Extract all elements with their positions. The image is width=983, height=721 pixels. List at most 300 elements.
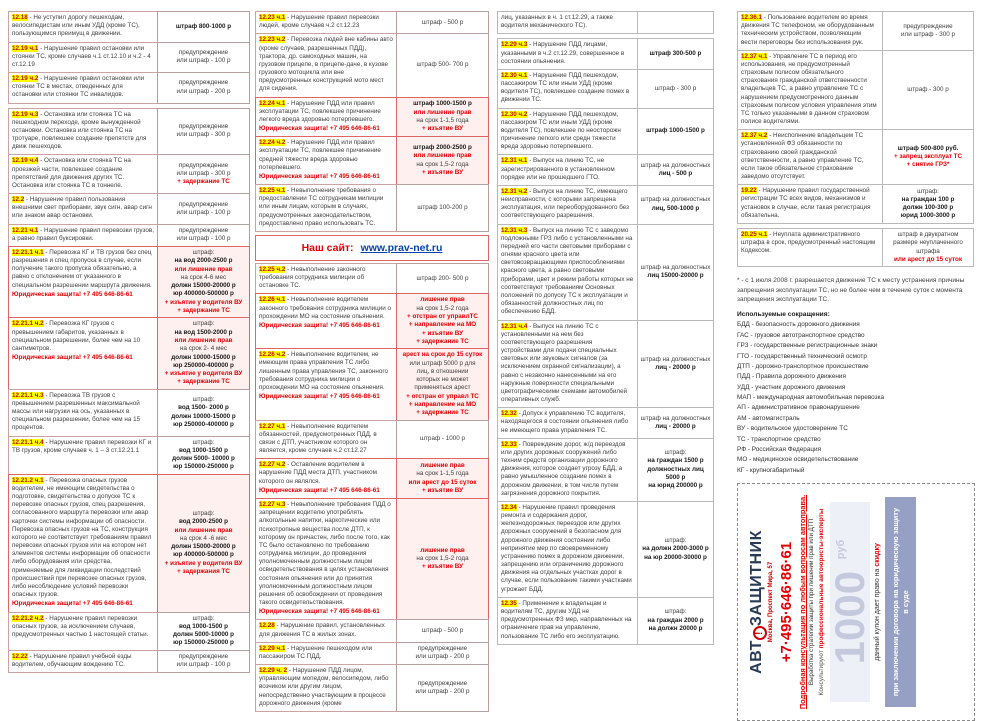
abbreviation-item: ГАС - грузовое автотранспортное средство	[737, 331, 865, 339]
penalty-line: лишение прав	[420, 462, 465, 470]
violation-row	[497, 597, 714, 645]
violation-desc	[8, 72, 158, 104]
violation-text: - Нарушение ПДД или правил эксплуатации ТС, повлекшее причинение средней тяжести вреда здоровью потерпевшего.	[259, 139, 381, 171]
consult-accent: профессиональные автоюристы-эксперты	[818, 508, 825, 649]
penalty-cell	[157, 224, 250, 247]
violation-row	[255, 642, 489, 665]
article-id: 12.21.2 ч.1	[12, 476, 44, 484]
legal-help-phone[interactable]: Юридическая защита! +7 495 646-86-61	[12, 354, 133, 362]
penalty-line: лишение прав	[420, 296, 465, 304]
penalty-line: применяться арест	[414, 384, 471, 392]
penalty-line: на срок 1,5-2 года	[416, 555, 469, 563]
legal-help-phone[interactable]: Юридическая защита! +7 495 646-86-61	[12, 600, 133, 608]
violation-desc	[8, 246, 158, 318]
ad-rotated-content	[746, 488, 966, 716]
violation-row	[497, 108, 714, 156]
legal-help-phone[interactable]: Юридическая защита! +7 495 646-86-61	[259, 321, 380, 329]
violation-desc	[8, 193, 158, 225]
penalty-line: штраф на должностных	[640, 263, 711, 271]
penalty-line: + задержание ТС	[416, 337, 469, 345]
abbreviation-item: АМ - автомагистраль	[737, 414, 800, 422]
advertiser-phone[interactable]: +7·495·646·86·61	[778, 541, 795, 663]
penalty-cell	[637, 11, 714, 34]
legal-help-phone[interactable]: Юридическая защита! +7 495 646-86-61	[259, 125, 380, 133]
penalty-line: или штраф - 300 р	[901, 30, 955, 38]
penalty-line: или штраф - 200 р	[176, 87, 231, 95]
penalty-cell	[882, 11, 974, 51]
violation-text: - Невыполнение требования о предоставлении ТС сотрудникам милиции или иным лицам, которым в случаях, предусмотренных законодательством, предоставлено право использовать ТС.	[259, 187, 384, 227]
violation-text: - Перевозка КГ грузов с превышением габаритов, указанных в специальном разрешении, более чем на 10 сантиметров.	[12, 320, 141, 352]
violation-text: - Нарушение правил перевозки КГ и ТВ грузов, кроме случаев ч. 1 – 3 ст.12.21.1	[12, 438, 152, 454]
penalty-cell	[396, 293, 489, 349]
violation-desc	[737, 228, 883, 267]
penalty-cell	[396, 420, 489, 460]
penalty-line: вод 1500- 2000 р	[178, 404, 229, 412]
violations-column-2	[255, 12, 489, 712]
penalty-line: штраф 200- 500 р	[416, 274, 469, 282]
article-id: 12.34	[501, 503, 517, 511]
penalty-line: лиц - 20000 р	[655, 422, 696, 430]
violation-row	[255, 184, 489, 232]
penalty-line: штраф:	[192, 396, 215, 404]
article-id: 12.36.1	[741, 14, 763, 21]
penalty-line: штраф на должностных	[640, 355, 711, 363]
penalty-line: на граждан 2000 р	[647, 616, 704, 624]
violation-text: - Невыполнение водителем законного требования сотрудника милиции о прохождении МО на состояние опьянения.	[259, 296, 392, 320]
article-id: 12.26 ч.2	[259, 351, 286, 359]
penalty-line: штраф - 300 р	[654, 84, 697, 92]
penalty-line: на граждан 1500 р	[647, 457, 704, 465]
penalty-cell	[157, 108, 250, 156]
violation-text: - Невыполнение водителем обязанностей, предусмотренных ПДД, в связи с ДТП, участником которого он является, кроме случаев ч.2 ст.12.27	[259, 422, 377, 455]
penalty-line: предупреждение	[417, 679, 468, 687]
violation-row	[737, 129, 975, 185]
violation-row	[497, 154, 714, 186]
article-id: 12.31 ч.2	[501, 187, 528, 195]
violation-desc	[497, 11, 638, 34]
article-id: 12.21.1 ч.3	[12, 391, 44, 399]
penalty-line: юр 250000-400000 р	[173, 361, 234, 369]
penalty-line: на срок 4 -6 мес	[180, 534, 227, 542]
abbreviation-item: МАП - международная автомобильная перевозка	[737, 394, 885, 402]
penalty-line: + направление на МО	[408, 321, 477, 329]
abbreviation-item: ТС - транспортное средство	[737, 435, 821, 443]
penalty-line: + задержание ТС	[177, 378, 230, 386]
violation-desc	[8, 11, 158, 43]
penalty-cell	[882, 50, 974, 131]
violation-text: - Перевозка ТВ грузов с превышением разрешенных максимальной массы или нагрузки на ось, указанных в специальном разрешении, более чем на 15 процентов.	[12, 391, 141, 432]
abbreviation-item: КГ - крупногабаритный	[737, 466, 805, 474]
penalty-line: + отстран от управлТС	[407, 313, 478, 321]
article-id: 12.21 ч.1	[12, 226, 39, 234]
site-banner	[255, 235, 489, 261]
penalty-cell	[157, 42, 250, 74]
violation-desc	[8, 42, 158, 74]
advertiser-logo	[748, 488, 767, 716]
violation-desc	[497, 69, 638, 109]
violation-desc	[255, 184, 397, 232]
penalty-line: или штраф - 200 р	[415, 653, 470, 661]
violation-desc	[8, 154, 158, 194]
site-banner-label: Наш сайт:	[301, 241, 354, 254]
penalty-line: штраф 800-1000 р	[175, 22, 232, 30]
penalty-cell	[157, 193, 250, 225]
penalty-line: + изъятие ВУ	[422, 563, 463, 571]
logo-text-suffix: ЗАЩИТНИК	[748, 530, 765, 627]
violation-desc	[737, 50, 883, 131]
violation-text: - Выпуск на линию ТС, имеющего неисправности, с которыми запрещена эксплуатация, или переоборудованного без соответствующего разрешения.	[501, 187, 630, 220]
penalty-line: которых не может	[416, 376, 469, 384]
violation-text: - Допуск к управлению ТС водителя, находящегося в состоянии опьянения либо не имеющего права управления ТС.	[501, 410, 629, 434]
penalty-line: штраф на должностных	[640, 161, 711, 169]
penalty-cell	[157, 436, 250, 475]
penalty-line: или арест до 15 суток	[893, 255, 963, 263]
article-id: 12.31 ч.4	[501, 322, 528, 330]
penalty-line: должн 10000-15000 р	[171, 412, 236, 420]
article-id: 12.32	[501, 410, 517, 418]
violation-text: - Пользование водителем во время движения ТС телефоном, не оборудованным техническим устройством, позволяющим вести переговоры без использования рук.	[741, 14, 874, 46]
penalty-line: или штраф - 300 р	[176, 131, 231, 139]
violation-row	[255, 11, 489, 34]
penalty-line: штраф:	[192, 320, 215, 328]
penalty-line: штраф 300-500 р	[649, 49, 702, 57]
violation-desc	[255, 498, 397, 620]
penalty-cell	[157, 72, 250, 104]
violation-row	[8, 193, 250, 225]
penalty-cell	[637, 69, 714, 109]
abbreviation-item: БДД - безопасность дорожного движения	[737, 321, 860, 329]
violation-text: - Остановка или стоянка ТС на пешеходном переходе, кроме вынужденной остановки. Остановка или стоянка ТС на тротуаре, повлекшее создание препятств для движ пешеходов.	[12, 110, 147, 151]
penalty-line: юр 150000-250000 р	[173, 463, 234, 471]
article-id: 12.26 ч.1	[259, 296, 286, 304]
penalty-line: или штраф 5000 р для	[409, 359, 476, 367]
penalty-cell	[396, 184, 489, 232]
penalty-line: должностных лиц 5000 р	[647, 465, 704, 481]
violation-desc	[497, 320, 638, 409]
penalty-cell	[396, 11, 489, 34]
violation-row	[255, 664, 489, 712]
penalty-line: штраф:	[192, 509, 215, 517]
violation-row	[8, 474, 250, 613]
penalty-line: штраф в двукратном	[897, 230, 959, 238]
penalty-line: + задержание ТС	[416, 409, 469, 417]
penalty-line: предупреждение	[178, 226, 229, 234]
penalty-line: штраф - 300 р	[907, 85, 949, 93]
ad-subheading: Выработка стратегии защиты при лишении прав или ДТП	[808, 518, 815, 686]
right-region	[737, 12, 975, 721]
penalty-line: предупреждение	[903, 22, 953, 30]
penalty-line: штраф на должностных	[640, 196, 711, 204]
penalty-line: юр 400000-500000 р	[173, 290, 234, 298]
penalty-line: предупреждение	[178, 161, 229, 169]
penalty-line: на вод 2000-2500 р	[174, 257, 233, 265]
violations-column-1	[8, 12, 250, 673]
penalty-line: на граждан 100 р	[901, 195, 955, 203]
penalty-cell	[157, 650, 250, 673]
ad-heading: Подробная консультация по любым вопросам автоправа.	[798, 494, 807, 710]
penalty-line: штраф 1000-1500 р	[646, 127, 705, 135]
violation-text: - Невыполнение водителем, не имеющим права управления ТС либо лишенным права управления ТС, законного требования сотрудника милиции о прохождении МО на состояние опьянения.	[259, 351, 389, 391]
violation-row	[737, 228, 975, 267]
violation-text: - Выпуск на линию ТС с установленными на нем без соответствующего разрешения устройствами для подачи специальных световых или звуковых сигналов (за исключением охранной сигнализации), а равно с незаконно нанесенными на его наружные поверхности специальными цветографическими схемами автомобилей оперативных служб.	[501, 322, 628, 404]
penalty-line: вод 2000-2500 р	[178, 518, 228, 526]
coupon-terms	[874, 488, 881, 716]
violation-text: - Нарушение пешеходом или пассажиром ТС ПДД.	[259, 644, 373, 660]
penalty-cell	[637, 438, 714, 502]
penalty-line: или штраф - 100 р	[176, 235, 231, 243]
article-id: 12.31 ч.1	[501, 157, 528, 165]
penalty-line: + задержания ТС	[177, 568, 230, 576]
penalty-cell	[637, 407, 714, 439]
coupon-prefix: данный купон дает право на	[873, 566, 881, 661]
penalty-line: + задержание ТС	[177, 178, 230, 186]
penalty-cell	[637, 185, 714, 225]
violation-desc	[8, 612, 158, 651]
penalty-cell	[396, 33, 489, 97]
article-id: 12.29 ч.1	[259, 644, 286, 652]
article-id: 12.33	[501, 440, 517, 448]
penalty-line: или штраф - 100 р	[176, 661, 231, 669]
penalty-cell	[637, 154, 714, 186]
penalty-line: штраф:	[192, 438, 215, 446]
violation-desc	[497, 438, 638, 502]
violation-row	[8, 246, 250, 318]
penalty-line: на вод 1500-2000 р	[174, 328, 233, 336]
article-id: 12.23 ч.2	[259, 36, 286, 44]
penalty-line: штраф - 500 р	[421, 626, 464, 634]
violation-desc	[737, 184, 883, 224]
violation-desc	[497, 224, 638, 321]
penalty-line: должн 15000-20000 р	[171, 282, 236, 290]
coupon-accent: скидку	[873, 543, 881, 567]
violation-row	[255, 293, 489, 349]
article-id: 12.21.1 ч.2	[12, 320, 44, 328]
violation-text: - Перевозка людей вне кабины авто (кроме случаев, разрешенных ПДД), трактора, др. самоходных машин, на грузовом прицепе, в прицепе-даче, в кузове грузового мотоцикла или вне предусмотренных конструкцией мото мест для сидения.	[259, 36, 393, 93]
violation-text: - Не уступил дорогу пешеходам, велосипедистам или иным УДД (кроме ТС), пользующимся преимущ в движении.	[12, 14, 140, 38]
abbreviation-item: РФ - Российская Федерация	[737, 445, 822, 453]
violation-row	[737, 11, 975, 51]
violation-desc	[8, 474, 158, 613]
violation-row	[255, 348, 489, 420]
penalty-line: на юр 20000-30000 р	[644, 553, 707, 561]
violation-text: - Неуплата административного штрафа в срок, предусмотренный настоящим Кодексом.	[741, 230, 876, 255]
abbreviation-item: ГРЗ - государственные регистрационные знаки	[737, 342, 878, 350]
penalty-line: вод 1000-1500 р	[178, 446, 228, 454]
penalty-cell	[882, 228, 974, 267]
violation-text: - Неисполнение владельцем ТС установленной ФЗ обязанности по страхованию своей гражданской ответственности, а равно управление ТС, если такое обязательное страхование заведомо отсутствует.	[741, 132, 864, 181]
violation-row	[8, 612, 250, 651]
penalty-line: штраф:	[192, 614, 215, 622]
penalty-cell	[157, 474, 250, 613]
penalty-line: или штраф - 200 р	[415, 688, 470, 696]
abbreviation-item: УДД - участник дорожного движения	[737, 383, 846, 391]
penalty-cell	[637, 597, 714, 645]
violation-row	[255, 136, 489, 185]
violation-desc	[255, 348, 397, 420]
logo-text-prefix: АВТ	[748, 640, 765, 674]
penalty-line: штраф 1000-1500 р	[413, 100, 472, 108]
violation-text: - Нарушение ПДД пешеходом, пассажиром ТС или иным УДД (кроме водителя ТС), повлекшее по неосторожн причинение легкого или средн тяжести вреда здоровью потерпевшего.	[501, 110, 621, 151]
violation-text: - Нарушение правил перевозки людей, кроме случаев ч.2 ст.12.23	[259, 14, 379, 30]
violation-desc	[737, 129, 883, 185]
penalty-line: или арест до 15 суток	[408, 478, 477, 486]
article-id: 12.37 ч.2	[741, 132, 768, 140]
penalty-line: размере неуплаченного	[893, 239, 963, 247]
violation-row	[497, 69, 714, 109]
penalty-line: + изъятие ВУ	[422, 486, 463, 494]
penalty-line: должн 5000- 10000 р	[172, 455, 235, 463]
penalty-line: предупреждение	[178, 200, 229, 208]
violation-desc	[497, 185, 638, 225]
violation-row	[737, 50, 975, 131]
violation-text: лиц, указанных в ч. 1 ст.12.29, а также водителя механического ТС).	[501, 14, 614, 30]
article-id: 12.2	[12, 196, 25, 204]
penalty-line: лиц 15000-20000 р	[647, 272, 704, 280]
penalty-line: + изъятие у водителя ВУ	[164, 370, 243, 378]
penalty-line: штраф 500- 700 р	[416, 61, 469, 69]
penalty-line: + изъятие ВУ	[422, 329, 463, 337]
article-id: 12.29 ч. 2	[259, 667, 288, 675]
violation-row	[8, 11, 250, 43]
ad-consult-line	[818, 488, 825, 716]
violation-row	[8, 224, 250, 247]
penalty-cell	[157, 612, 250, 651]
article-id: 12.24 ч.1	[259, 99, 286, 107]
violation-row	[8, 436, 250, 475]
article-id: 12.25 ч.1	[259, 187, 286, 195]
violation-desc	[497, 108, 638, 156]
violation-row	[255, 97, 489, 138]
article-id: 12.29 ч.3	[501, 41, 528, 49]
penalty-cell	[882, 129, 974, 185]
violation-desc	[497, 407, 638, 439]
article-id: 20.25 ч.1	[741, 230, 768, 238]
penalty-line: арест на срок до 15 суток	[402, 351, 483, 359]
violation-row	[737, 184, 975, 224]
violation-text: - Применение к владельцам и водителям ТС, другим УДД не предусмотренных ФЗ мер, направленных на ограничение прав на управление, пользование ТС либо его эксплуатацию.	[501, 599, 632, 640]
penalty-cell	[157, 317, 250, 389]
site-link[interactable]: www.prav-net.ru	[360, 241, 443, 254]
violation-row	[497, 320, 714, 409]
penalty-cell	[882, 184, 974, 224]
violation-desc	[497, 38, 638, 70]
penalty-line: или лишение прав	[174, 526, 233, 534]
violation-row	[255, 420, 489, 460]
violation-row	[8, 72, 250, 104]
legal-help-phone[interactable]: Юридическая защита! +7 495 646-86-61	[259, 608, 380, 616]
penalty-line: на срок 1,5-2 года	[416, 160, 469, 168]
penalty-line: лиц, в отношении	[416, 367, 469, 375]
penalty-cell	[396, 642, 489, 665]
violation-text: - Нарушение правил перевозки опасных грузов, за исключением случаев, предусмотренных частью 1 настоящей статьи.	[12, 614, 149, 638]
penalty-line: юр 150000-250000 р	[173, 639, 234, 647]
violation-text: - Нарушение правил перевозки грузов, а равно правил буксировки.	[12, 226, 154, 242]
violation-text: - Нарушение правил, установленных для движения ТС в жилых зонах.	[259, 622, 385, 638]
abbreviation-item: МО - медицинское освидетельствование	[737, 456, 859, 464]
violation-desc	[497, 501, 638, 598]
violation-row	[497, 501, 714, 598]
violation-text: - Невыполнение законного требования сотрудника милиции об остановке ТС.	[259, 265, 366, 290]
penalty-line: должн 15000-20000 р	[171, 543, 236, 551]
article-id: 12.27 ч.2	[259, 461, 286, 469]
penalty-line: или штраф - 100 р	[176, 57, 231, 65]
article-id: 12.19 ч.3	[12, 110, 39, 118]
violation-desc	[737, 11, 883, 51]
penalty-line: на срок 2- 4 мес	[180, 345, 227, 353]
penalty-line: на срок 1-1,5 года	[416, 116, 469, 124]
footnote: * - с 1 июля 2008 г. разрешается движение ТС к месту устранения причины запрещения эксплуатации ТС, но не более чем в течение суток с момента запрещения эксплуатации ТС.	[737, 277, 965, 303]
violation-desc	[8, 650, 158, 673]
penalty-line: должн 5000-10000 р	[173, 631, 234, 639]
article-id: 12.30 ч.1	[501, 71, 528, 79]
violation-text: - Нарушение правил пользования внешними свет приборами, звук сигн, авар сигн или знаком авар остановки.	[12, 196, 152, 220]
penalty-line: юр 400000-500000 р	[173, 551, 234, 559]
violation-row	[497, 407, 714, 439]
penalty-line: на срок 1,5-2 года	[416, 304, 469, 312]
article-id: 12.25 ч.2	[259, 265, 286, 273]
penalty-line: юрид 1000-3000 р	[900, 212, 956, 220]
penalty-cell	[637, 320, 714, 409]
violation-text: - Нарушение правил проведения ремонта и содержания дорог, железнодорожных переездов или других дорожных сооружений в безопасном для дорожного движения состоянии либо непринятие мер по своевременному устранению помех в дорожном движении, запрещению или ограничению дорожного движения на отдельных участках дорог в случае, если пользование такими участками угрожает БДД.	[501, 503, 632, 593]
legal-help-phone[interactable]: Юридическая защита! +7 495 646-86-61	[259, 486, 380, 494]
violations-column-3	[497, 12, 714, 645]
consult-prefix: Консультируют	[818, 648, 825, 696]
violation-row	[497, 438, 714, 502]
penalty-line: или лишение прав	[413, 152, 472, 160]
violation-text: - Перевозка опасных грузов водителем, не имеющим свидетельства о подготовке, свидетельства о допуске ТС к перевозке опасных грузов, спец разрешения, согласованного маршрута перевозки или авар карточки системы информации об опасности. Перевозка опасных грузов на ТС, конструкция которого не соответствует требованиям правил перевозки опасных грузов или на котором нет элементов системы информации об опасности либо оборудования или средства, применяемые для ликвидации последствий происшествий при перевозке опасных грузов, либо несоблюдение условий перевозки опасных грузов.	[12, 476, 152, 599]
advertiser-address: Москва, Проспект Мира, 57	[768, 561, 774, 643]
violation-row	[255, 498, 489, 620]
penalty-cell	[157, 389, 250, 437]
penalty-line: + изъятие ВУ	[422, 125, 463, 133]
penalty-line: или штраф - 300 р	[176, 170, 231, 178]
legal-help-phone[interactable]: Юридическая защита! +7 495 646-86-61	[12, 290, 133, 298]
violation-desc	[8, 389, 158, 437]
violation-row	[8, 108, 250, 156]
penalty-line: штраф - 1000 р	[420, 435, 465, 443]
penalty-line: + направление на МО	[408, 401, 477, 409]
legal-help-phone[interactable]: Юридическая защита! +7 495 646-86-61	[259, 172, 380, 180]
violation-text: - Нарушение правил учебной езды водителем, обучающим вождению ТС.	[12, 652, 132, 668]
price-unit: руб	[835, 539, 847, 560]
violation-text: - Нарушение правил государственной регистрации ТС всех видов, механизмов и установок в случае, если такая регистрация обязательна.	[741, 187, 871, 219]
violation-text: - Оставление водителем в нарушение ПДД места ДТП, участником которого он являлся.	[259, 461, 377, 485]
article-id: 12.19 ч.2	[12, 75, 39, 83]
article-id: 12.21.2 ч.2	[12, 614, 44, 622]
article-id: 12.31 ч.3	[501, 226, 528, 234]
violation-text: - Нарушение ПДД лицом, управляющим мопедом, велосипедом, либо возчиком или другим лицом, непосредственно участвующим в процессе дорожного движения (кроме	[259, 667, 389, 707]
violation-desc	[497, 597, 638, 645]
penalty-line: на должн 2000-3000 р	[642, 545, 709, 553]
violation-text: - Нарушение правил остановки или стоянки ТС в местах, отведенных для остановки или стоянки ТС инвалидов.	[12, 75, 145, 99]
article-id: 12.18	[12, 14, 28, 21]
legal-help-phone[interactable]: Юридическая защита! +7 495 646-86-61	[259, 393, 380, 401]
penalty-line: предупреждение	[178, 79, 229, 87]
article-id: 12.19 ч.1	[12, 44, 39, 52]
abbreviations-title: Используемые сокращения:	[737, 311, 830, 319]
violation-row	[8, 317, 250, 389]
article-id: 12.21.1 ч.1	[12, 248, 44, 256]
penalty-line: штраф:	[664, 608, 687, 616]
penalty-line: штраф 100-200 р	[417, 203, 468, 211]
violation-row	[8, 650, 250, 673]
penalty-line: штраф:	[917, 187, 939, 195]
penalty-line: или штраф - 100 р	[176, 208, 231, 216]
abbreviations-block	[737, 311, 975, 476]
penalty-line: штраф:	[664, 536, 687, 544]
violation-text: - Невыполнение требования ПДД о запрещении водителю употреблять алкогольные напитки, наркотические или психотропные вещества после ДТП, к которому он причастен, либо после того, как ТС было остановлено по требованию сотрудника милиции, до проведения уполномоченным должностным лицом освидетельствования в целях установления состояния опьянения или до принятия уполномоченным должностным лицом решения об освобождении от проведения такого освидетельствования.	[259, 501, 391, 607]
penalty-line: вод 1000-1500 р	[178, 622, 228, 630]
